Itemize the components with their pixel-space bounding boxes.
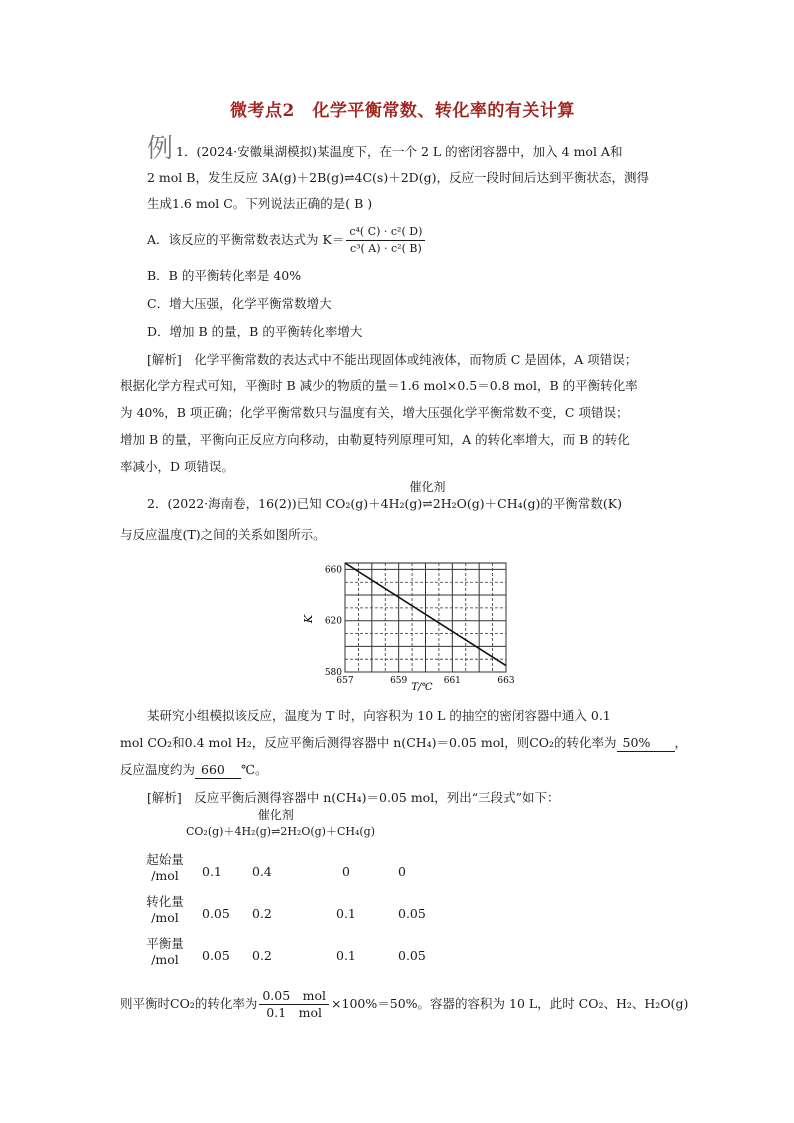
q2-body-1: 某研究小组模拟该反应，温度为 T 时，向容积为 10 L 的抽空的密闭容器中通入 0.1 [147,708,611,723]
y-tick-label: 660 [324,565,342,576]
fraction-denominator: 0.1 mol [266,1005,323,1020]
q2-body-3-b: ℃。 [241,762,268,777]
cell-eq-h2: 0.2 [252,948,272,963]
cell-initial-h2: 0.4 [252,864,272,879]
cell-initial-co2: 0.1 [202,864,222,879]
q2-body-3-a: 反应温度约为 [120,762,196,777]
row-label-initial-2: /mol [151,868,179,883]
equilibrium-arrow: ⇌ [422,496,433,511]
q1-analysis-5: 率减小，D 项错误。 [120,459,234,474]
cell-initial-ch4: 0 [398,864,406,879]
row-label-change-1: 转化量 [146,894,184,909]
equation-left: CO₂(g)＋4H₂(g) [186,825,272,838]
cell-initial-h2o: 0 [342,864,350,879]
cell-change-co2: 0.05 [202,906,230,921]
row-label-change [140,894,190,926]
x-tick-label: 657 [336,676,354,686]
cell-eq-co2: 0.05 [202,948,230,963]
y-tick-label: 580 [324,668,342,678]
answer-conversion: 50% [617,735,675,752]
q2-line1-b: 2H₂O(g)＋CH₄(g)的平衡常数(K) [432,496,622,511]
q2-analysis-1: [解析] 反应平衡后测得容器中 n(CH₄)＝0.05 mol，列出“三段式”如下： [147,790,560,805]
q1-line1: 1．(2024·安徽巢湖模拟)某温度下，在一个 2 L 的密闭容器中，加入 4 mol A和 [176,144,623,159]
q2-body-2 [120,735,687,752]
q1-analysis-2: 根据化学方程式可知，平衡时 B 减少的物质的量＝1.6 mol×0.5＝0.8 mol，B 的平衡转化率 [120,378,638,393]
q2-final-line [120,988,688,1021]
equation-catalyst: 催化剂 [257,808,294,822]
equation-eq-arrow: ⇌ [271,825,281,838]
k-expression [346,224,425,257]
q1-option-d: D．增加 B 的量，B 的平衡转化率增大 [147,324,363,339]
q2-line1 [147,480,622,512]
k-vs-t-chart [300,555,520,695]
row-label-equilibrium-2: /mol [151,952,179,967]
row-label-initial-1: 起始量 [146,852,184,867]
conversion-fraction [259,988,329,1021]
k-numerator: c⁴( C) · c²( D) [346,224,425,241]
x-tick-label: 663 [497,676,515,686]
cell-change-ch4: 0.05 [398,906,426,921]
fraction-numerator: 0.05 mol [259,988,329,1005]
page-title: 微考点2 化学平衡常数、转化率的有关计算 [230,101,575,121]
cell-change-h2o: 0.1 [336,906,356,921]
q2-line2: 与反应温度(T)之间的关系如图所示。 [120,527,326,542]
q2-line1-a: 2．(2022·海南卷，16(2))已知 CO₂(g)＋4H₂(g) [147,496,423,511]
answer-temperature: 660 [195,762,241,779]
chart-x-label: T/℃ [411,682,433,693]
row-label-equilibrium-1: 平衡量 [146,936,184,951]
catalyst-label: 催化剂 [409,480,446,494]
equation-right: 2H₂O(g)＋CH₄(g) [280,825,376,838]
row-label-change-2: /mol [151,910,179,925]
three-stage-equation [186,808,376,840]
q1-analysis-3: 为 40%，B 项正确；化学平衡常数只与温度有关，增大压强化学平衡常数不变，C 项错误； [120,405,629,420]
final-line-b: ×100%＝50%。容器的容积为 10 L，此时 CO₂、H₂、H₂O(g) [331,996,689,1011]
y-tick-label: 620 [324,616,342,627]
example-marker: 例 [147,134,174,164]
row-label-initial [140,852,190,884]
q1-option-c: C．增大压强，化学平衡常数增大 [147,296,332,311]
chart-grid [345,563,506,672]
cell-eq-h2o: 0.1 [336,948,356,963]
final-line-a: 则平衡时CO₂的转化率为 [120,996,258,1011]
three-stage-table [140,852,460,982]
chart-y-label: K [302,614,315,624]
x-tick-label: 661 [443,676,461,686]
option-a-prefix: A．该反应的平衡常数表达式为 K＝ [147,232,345,247]
chart-ticks [325,565,515,686]
cell-change-h2: 0.2 [252,906,272,921]
catalyst-arrow [409,480,446,512]
cell-eq-ch4: 0.05 [398,948,426,963]
q1-line2: 2 mol B，发生反应 3A(g)＋2B(g)⇌4C(s)＋2D(g)，反应一段时间后达到平衡状态，测得 [147,170,649,185]
equation-arrow [257,808,294,840]
q1-option-b: B．B 的平衡转化率是 40% [147,268,302,283]
x-tick-label: 659 [390,676,408,686]
k-denominator: c³( A) · c²( B) [349,242,422,255]
q2-body-2-b: ， [674,735,688,750]
q2-body-2-a: mol CO₂和0.4 mol H₂，反应平衡后测得容器中 n(CH₄)＝0.05 mol，则CO₂的转化率为 [120,735,617,750]
q1-analysis-4: 增加 B 的量，平衡向正反应方向移动，由勒夏特列原理可知，A 的转化率增大，而 B 的转化 [120,432,630,447]
q1-analysis-1: [解析] 化学平衡常数的表达式中不能出现固体或纯液体，而物质 C 是固体，A 项错误； [147,352,638,367]
q1-line3: 生成1.6 mol C。下列说法正确的是( B ) [147,196,373,211]
row-label-equilibrium [140,936,190,968]
q1-option-a [147,224,427,257]
q2-body-3 [120,762,268,779]
